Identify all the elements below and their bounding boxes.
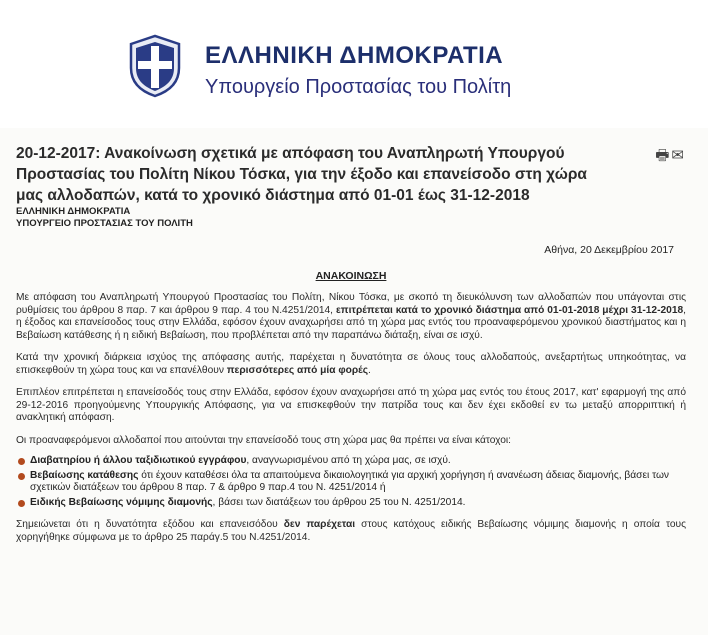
list-item: Διαβατηρίου ή άλλου ταξιδιωτικού εγγράφου, αναγνωρισμένου από τη χώρα μας, σε ισχύ.	[16, 455, 686, 468]
paragraph-4: Οι προαναφερόμενοι αλλοδαποί που αιτούνται την επανείσοδό τους στη χώρα μας θα πρέπει να είναι κάτοχοι:	[16, 434, 511, 446]
paragraph-5: Σημειώνεται ότι η δυνατότητα εξόδου και επανεισόδου δεν παρέχεται στους κατόχους ειδικής Βεβαίωσης νόμιμης διαμονής η οποία τους χορηγήθηκε σύμφωνα με το άρθρο 25 παράγ.5 του Ν.4251/2014.	[16, 519, 686, 543]
bullet-icon	[18, 500, 25, 507]
article-title: 20-12-2017: Ανακοίνωση σχετικά με απόφαση του Αναπληρωτή Υπουργού Προστασίας του Πολίτη Νίκου Τόσκα, για την έξοδο και επανείσοδο στη χώρα μας αλλοδαπών, κατά το χρονικό διάστημα από 01-01 έως 31-12-2018	[16, 145, 587, 204]
email-icon[interactable]: ✉	[671, 147, 684, 164]
paragraph-3: Επιπλέον επιτρέπεται η επανείσοδός τους στην Ελλάδα, εφόσον έχουν αναχωρήσει από τη χώρα μας εντός του έτους 2017, κατ' εφαρμογή της από 29-12-2016 προηγούμενης Υπουργικής Απόφασης, για να επισκεφθούν την πατρίδα τους και δεν έχει εκδοθεί εν τω μεταξύ απορριπτική ή ανακλητική απόφαση.	[16, 387, 686, 423]
org-title: ΕΛΛΗΝΙΚΗ ΔΗΜΟΚΡΑΤΙΑ	[205, 42, 504, 69]
paragraph-2: Κατά την χρονική διάρκεια ισχύος της απόφασης αυτής, παρέχεται η δυνατότητα σε όλους τους αλλοδαπούς, ανεξαρτήτως υπηκοότητας, να επισκεφθούν τη χώρα τους και να επανέλθουν περισσότερες από μία φορές.	[16, 352, 686, 376]
article-tools	[653, 145, 684, 170]
print-icon[interactable]: 🖶	[655, 147, 670, 164]
announcement-heading: ΑΝΑΚΟΙΝΩΣΗ	[315, 270, 387, 282]
paragraph-1: Με απόφαση του Αναπληρωτή Υπουργού Προστασίας του Πολίτη, Νίκου Τόσκα, με σκοπό τη διευκόλυνση των αλλοδαπών που υπάγονται στις ρυθμίσεις του άρθρου 8 παρ. 7 και άρθρου 9 παρ. 4 του Ν.4251/2014, επιτρέπεται κατά το χρονικό διάστημα από 01-01-2018 μέχρι 31-12-2018, η έξοδος και επανείσοδος τους στην Ελλάδα, εφόσον έχουν αναχωρήσει από τη χώρα μας εντός του προαναφερόμενου χρονικού διαστήματος και η Βεβαίωση κατάθεσης ή η ειδική Βεβαίωση, που προβλέπεται από την παραπάνω διάταξη, είναι σε ισχύ.	[16, 292, 686, 341]
requirements-list	[16, 455, 686, 509]
subheading-ministry: ΥΠΟΥΡΓΕΙΟ ΠΡΟΣΤΑΣΙΑΣ ΤΟΥ ΠΟΛΙΤΗ	[16, 218, 193, 229]
bullet-icon	[18, 458, 25, 465]
site-header	[0, 0, 708, 128]
list-item: Ειδικής Βεβαίωσης νόμιμης διαμονής, βάσει των διατάξεων του άρθρου 25 του Ν. 4251/2014.	[16, 497, 686, 510]
subheading-republic: ΕΛΛΗΝΙΚΗ ΔΗΜΟΚΡΑΤΙΑ	[16, 206, 131, 217]
bullet-icon	[18, 473, 25, 480]
article-date: Αθήνα, 20 Δεκεμβρίου 2017	[544, 244, 674, 256]
article	[16, 143, 686, 544]
list-item: Βεβαίωσης κατάθεσης ότι έχουν καταθέσει όλα τα απαιτούμενα δικαιολογητικά για αρχική χορήγηση ή ανανέωση άδειας διαμονής, βάσει των σχετικών διατάξεων του άρθρου 8 παρ. 7 & άρθρο 9 παρ.4 του Ν. 4251/2014 ή	[16, 470, 686, 495]
greek-coat-of-arms-icon	[127, 34, 183, 98]
ministry-name: Υπουργείο Προστασίας του Πολίτη	[205, 76, 512, 98]
